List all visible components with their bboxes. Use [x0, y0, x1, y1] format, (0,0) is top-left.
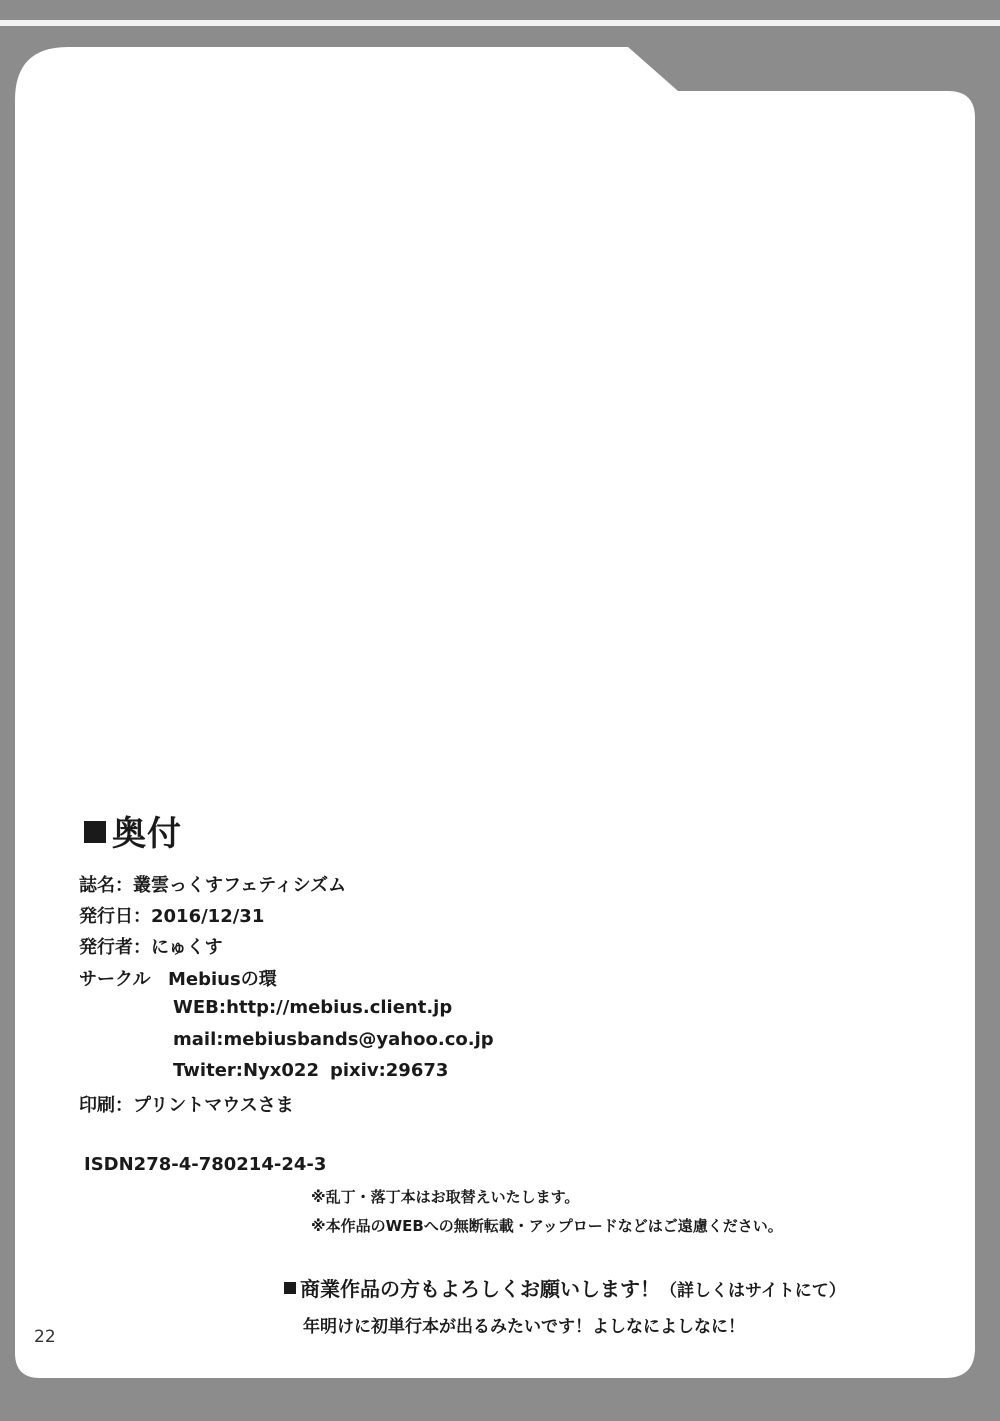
page-number: 22	[34, 1327, 56, 1347]
promo-line-1: 商業作品の方もよろしくお願いします！（詳しくはサイトにて）	[284, 1273, 846, 1302]
colophon-heading: 奥付	[84, 806, 182, 855]
content-panel	[15, 47, 975, 1378]
pixiv-id: pixiv:29673	[330, 1060, 449, 1081]
square-bullet-icon	[284, 1282, 296, 1294]
mail-address: mail:mebiusbands@yahoo.co.jp	[173, 1029, 494, 1050]
circle-name: Mebiusの環	[168, 969, 277, 990]
print-row: 印刷：プリントマウスさま	[79, 1095, 294, 1116]
no-reupload-note: ※本作品のWEBへの無断転載・アップロードなどはご遠慮ください。	[311, 1217, 783, 1235]
isdn-code: ISDN278-4-780214-24-3	[84, 1154, 327, 1175]
circle-label: サークル	[79, 969, 151, 990]
title-row: 誌名：叢雲っくすフェティシズム	[79, 875, 347, 896]
square-bullet-icon	[84, 821, 106, 843]
publisher-row: 発行者：にゅくす	[79, 937, 223, 958]
twitter-id: Twiter:Nyx022	[173, 1060, 319, 1081]
replacement-note: ※乱丁・落丁本はお取替えいたします。	[311, 1188, 580, 1206]
date-row: 発行日：2016/12/31	[79, 906, 265, 927]
promo-line-2: 年明けに初単行本が出るみたいです！よしなによしなに！	[303, 1317, 745, 1337]
web-url: WEB:http://mebius.client.jp	[173, 997, 453, 1018]
